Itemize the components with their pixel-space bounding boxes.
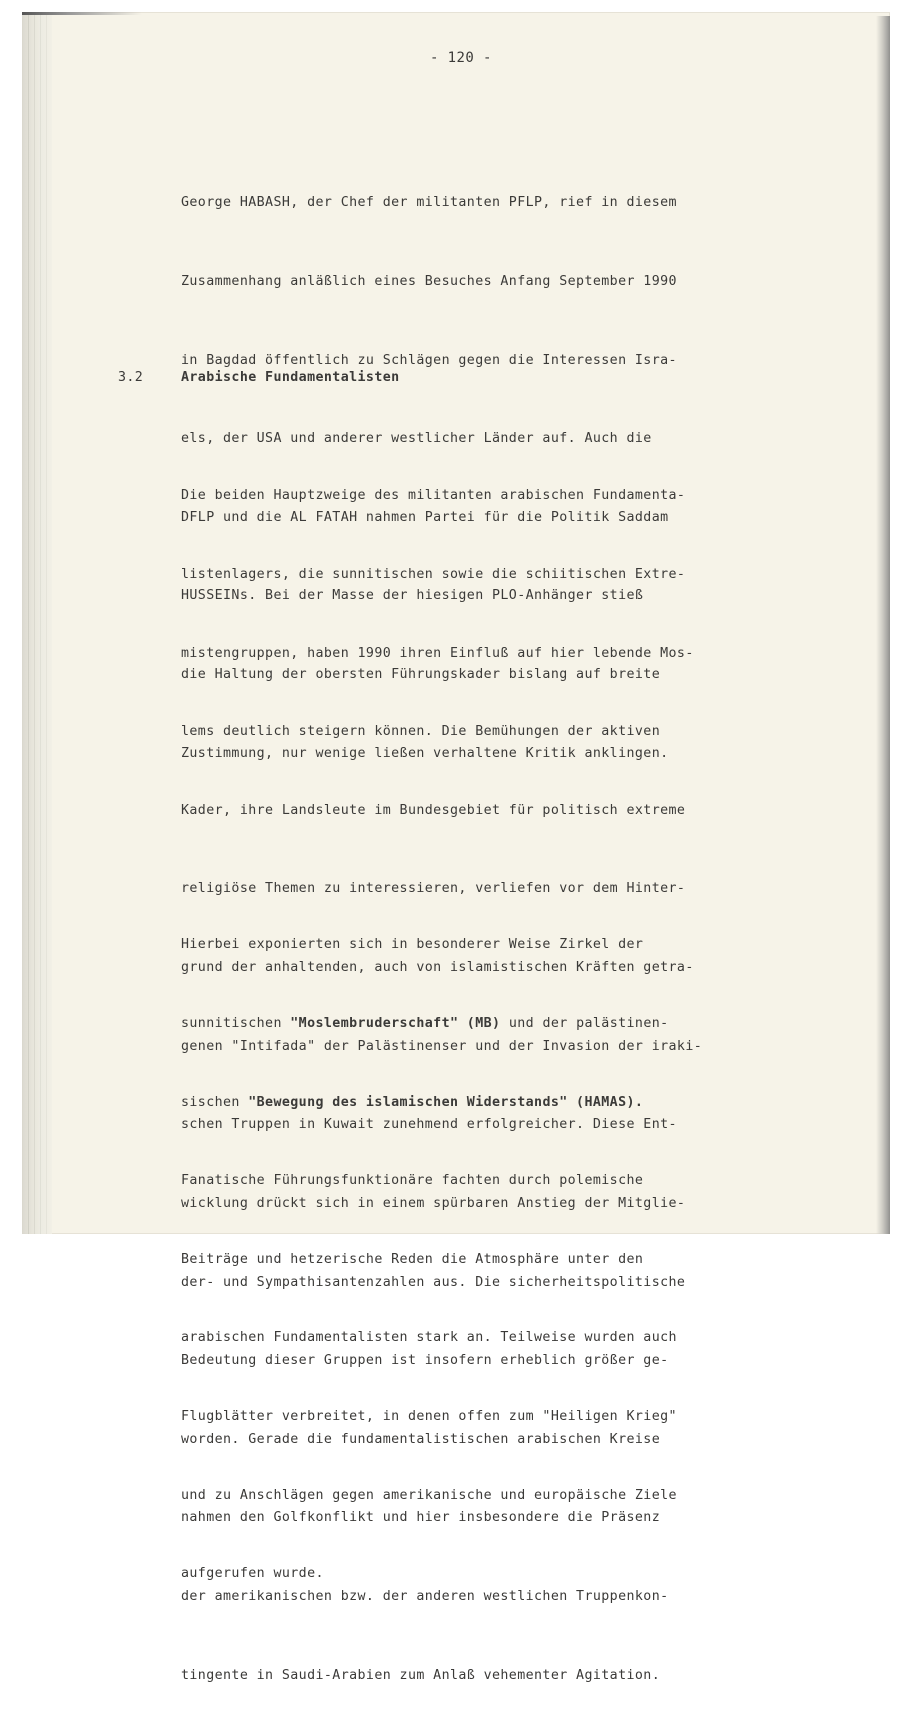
text-line: lems deutlich steigern können. Die Bemühungen der aktiven — [181, 724, 661, 740]
text-line: der amerikanischen bzw. der anderen westlichen Truppenkon- — [181, 1588, 669, 1604]
text-line: Hierbei exponierten sich in besonderer Weise Zirkel der — [181, 937, 644, 953]
text-line: schen Truppen in Kuwait zunehmend erfolgreicher. Diese Ent- — [181, 1117, 677, 1133]
text-line — [181, 1011, 677, 1037]
page-right-shadow — [876, 16, 890, 1234]
organization-name-hamas: "Bewegung des islamischen Widerstands" (HAMAS). — [248, 1094, 644, 1110]
text-line: die Haltung der obersten Führungskader bislang auf breite — [181, 667, 661, 683]
text-line: nahmen den Golfkonflikt und hier insbesondere die Präsenz — [181, 1510, 661, 1526]
paragraph-groups — [181, 880, 677, 1614]
text-line: wicklung drückt sich in einem spürbaren Anstieg der Mitglie- — [181, 1195, 686, 1211]
text-line: HUSSEINs. Bei der Masse der hiesigen PLO-Anhänger stieß — [181, 588, 644, 604]
text-line: els, der USA und anderer westlicher Länder auf. Auch die — [181, 431, 652, 447]
text-line: der- und Sympathisantenzahlen aus. Die sicherheitspolitische — [181, 1274, 686, 1290]
text-line: Zustimmung, nur wenige ließen verhaltene Kritik anklingen. — [181, 745, 669, 761]
text-line: Flugblätter verbreitet, in denen offen zum "Heiligen Krieg" — [181, 1409, 677, 1425]
text-line: Fanatische Führungsfunktionäre fachten durch polemische — [181, 1173, 644, 1189]
text-line: religiöse Themen zu interessieren, verliefen vor dem Hinter- — [181, 881, 686, 897]
text-segment: sischen — [181, 1094, 249, 1110]
page-top-shadow — [22, 12, 142, 15]
text-line: mistengruppen, haben 1990 ihren Einfluß auf hier lebende Mos- — [181, 645, 694, 661]
text-line: Beiträge und hetzerische Reden die Atmosphäre unter den — [181, 1251, 644, 1267]
text-line: listenlagers, die sunnitischen sowie die schiitischen Extre- — [181, 567, 686, 583]
text-line: Bedeutung dieser Gruppen ist insofern erheblich größer ge- — [181, 1353, 669, 1369]
text-line: tingente in Saudi-Arabien zum Anlaß vehementer Agitation. — [181, 1667, 661, 1683]
page-binding-edge — [22, 12, 52, 1234]
text-line: Kader, ihre Landsleute im Bundesgebiet für politisch extreme — [181, 802, 686, 818]
text-line: arabischen Fundamentalisten stark an. Teilweise wurden auch — [181, 1330, 677, 1346]
page-number: - 120 - — [430, 50, 492, 66]
text-line: aufgerufen wurde. — [181, 1566, 324, 1582]
text-line: DFLP und die AL FATAH nahmen Partei für die Politik Saddam — [181, 509, 669, 525]
text-line: in Bagdad öffentlich zu Schlägen gegen die Interessen Isra- — [181, 352, 677, 368]
text-line: grund der anhaltenden, auch von islamistischen Kräften getra- — [181, 960, 694, 976]
text-line — [181, 1090, 677, 1116]
text-segment: sunnitischen — [181, 1016, 291, 1032]
section-number: 3.2 — [118, 370, 144, 385]
text-line: und zu Anschlägen gegen amerikanische und europäische Ziele — [181, 1487, 677, 1503]
text-line: worden. Gerade die fundamentalistischen arabischen Kreise — [181, 1431, 661, 1447]
text-line: George HABASH, der Chef der militanten PFLP, rief in diesem — [181, 195, 677, 211]
text-segment: und der palästinen- — [500, 1016, 669, 1032]
text-line: Zusammenhang anläßlich eines Besuches Anfang September 1990 — [181, 274, 677, 290]
organization-name-mb: "Moslembruderschaft" (MB) — [290, 1016, 501, 1032]
section-heading: Arabische Fundamentalisten — [181, 370, 400, 385]
text-line: Die beiden Hauptzweige des militanten arabischen Fundamenta- — [181, 488, 686, 504]
text-line: genen "Intifada" der Palästinenser und der Invasion der iraki- — [181, 1038, 703, 1054]
